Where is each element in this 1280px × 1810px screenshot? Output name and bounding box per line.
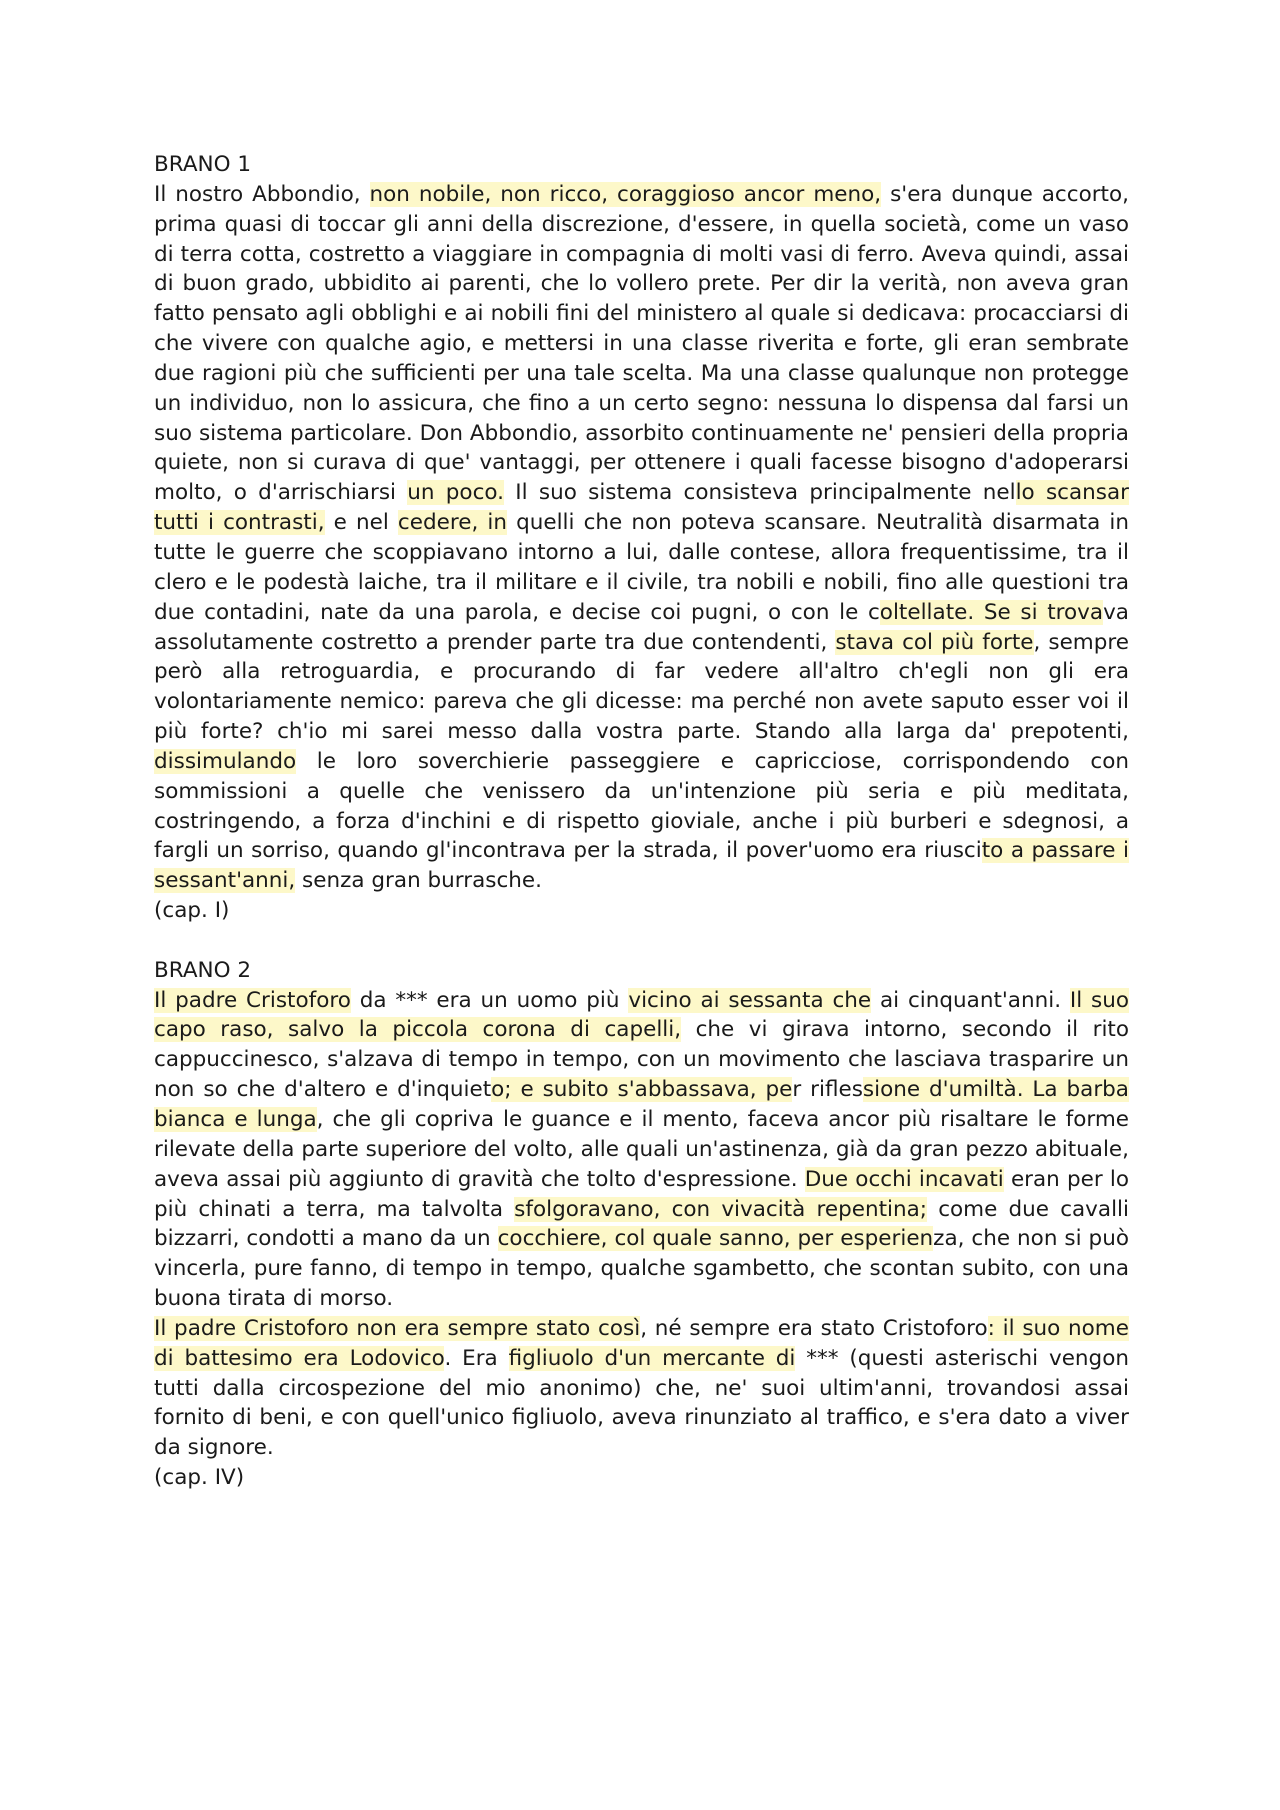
highlighted-text: cedere, in	[397, 510, 507, 536]
text-segment: come due cavalli bizzarri, condotti a mano da un	[154, 1196, 1130, 1252]
text-segment: va assolutamente costretto a prender parte tra due contendenti,	[154, 599, 1129, 655]
text-segment: senza gran burrasche.	[295, 868, 542, 894]
brano-2-title: BRANO 2	[154, 957, 252, 983]
text-segment: , né sempre era stato Cristoforo	[640, 1315, 988, 1341]
highlighted-text: un poco.	[407, 480, 505, 506]
highlighted-text: Il padre Cristoforo non era sempre stato così	[154, 1315, 641, 1341]
highlighted-text: Due occhi incavati	[804, 1166, 1004, 1192]
text-segment: che vi girava intorno, secondo il rito cappuccinesco, s'alzava di tempo in tempo, con un movimento che lasciava trasparire un non so che d'altero e d'inquiet	[154, 1017, 1130, 1103]
highlighted-text: o; e subito s'abbassava, pe	[491, 1077, 793, 1103]
highlighted-text: : il suo nome di battesimo era Lodovico	[154, 1315, 1129, 1371]
brano-2-chapter-ref: (cap. IV)	[154, 1465, 245, 1491]
highlighted-text: lo scansar tutti i contrasti,	[154, 480, 1129, 536]
highlighted-text: sfolgoravano, con vivacità repentina;	[514, 1196, 928, 1222]
text-segment: le loro soverchierie passeggiere e capricciose, corrispondendo con sommissioni a quelle che venissero da un'intenzione più seria e più meditata, costringendo, a forza d'inchini e di rispetto gioviale, anche i più burberi e sdegnosi, a fargli un sorriso, quando gl'incontrava per la strada, il pover'uomo era riusci	[154, 748, 1129, 864]
text-segment: s'era dunque accorto, prima quasi di toccar gli anni della discrezione, d'essere, in quella società, come un vaso di terra cotta, costretto a viaggiare in compagnia di molti vasi di ferro. Aveva quindi, assai di buon grado, ubbidito ai parenti, che lo vollero prete. Per dir la verità, non aveva gran fatto pensato agli obblighi e ai nobili fini del ministero al quale si dedicava: procacciarsi di che vivere con qualche agio, e mettersi in una classe riverita e forte, gli eran sembrate due ragioni più che sufficienti per una tale scelta. Ma una classe qualunque non protegge un individuo, non lo assicura, che fino a un certo segno: nessuna lo dispensa dal farsi un suo sistema particolare. Don Abbondio, assorbito continuamente ne' pensieri della propria quiete, non si curava di que' vantaggi, per ottenere i quali facesse bisogno d'adoperarsi molto, o d'arrischiarsi	[154, 181, 1129, 506]
brano-1-paragraph	[154, 180, 1129, 896]
highlighted-text: dissimulando	[154, 748, 297, 774]
text-segment: da *** era un uomo più	[350, 987, 629, 1013]
text-segment: *** (questi asterischi vengon tutti dalla circospezione del mio anonimo) che, ne' suoi ultim'anni, trovandosi assai fornito di beni, e con quell'unico figliuolo, aveva rinunziato al traffico, e s'era dato a viver da signore.	[154, 1345, 1129, 1461]
highlighted-text: vicino ai sessanta che	[628, 987, 872, 1013]
section-spacer	[154, 926, 1129, 956]
highlighted-text: to a passare i sessant'anni,	[154, 838, 1130, 894]
text-segment: za, che non si può vincerla, pure fanno, di tempo in tempo, qualche sgambetto, che scontan subito, con una buona tirata di morso.	[154, 1226, 1129, 1312]
text-segment: Il suo sistema consisteva principalmente nel	[504, 480, 1016, 506]
highlighted-text: cocchiere, col quale sanno, per esperien	[497, 1226, 934, 1252]
brano-2-paragraph-1	[154, 986, 1129, 1314]
text-segment: . Era	[444, 1345, 509, 1371]
highlighted-text: Il padre Cristoforo	[154, 987, 351, 1013]
highlighted-text: Il suo capo raso, salvo la piccola corona di capelli,	[154, 987, 1129, 1043]
text-segment: , che gli copriva le guance e il mento, faceva ancor più risaltare le forme rilevate della parte superiore del volto, alle quali un'astinenza, già da gran pezzo abituale, aveva assai più aggiunto di gravità che tolto d'espressione.	[154, 1107, 1129, 1192]
brano-1-title: BRANO 1	[154, 152, 252, 177]
text-segment: e nel	[324, 510, 398, 536]
text-segment: r rifles	[792, 1077, 863, 1103]
brano-1-chapter-ref: (cap. I)	[154, 898, 230, 924]
text-segment: eran per lo più chinati a terra, ma talvolta	[154, 1166, 1129, 1222]
text-segment: , sempre però alla retroguardia, e procurando di far vedere all'altro ch'egli non gli era volontariamente nemico: pareva che gli dicesse: ma perché non avete saputo esser voi il più forte? ch'io mi sarei messo dalla vostra parte. Stando alla larga da' prepotenti,	[154, 629, 1129, 745]
highlighted-text: oltellate. Se si trova	[879, 599, 1104, 625]
document-page	[154, 150, 1129, 1493]
brano-2-paragraph-2	[154, 1314, 1129, 1463]
text-segment: Il nostro Abbondio,	[154, 181, 370, 207]
highlighted-text: stava col più forte	[835, 629, 1034, 655]
highlighted-text: non nobile, non ricco, coraggioso ancor meno,	[369, 181, 882, 207]
text-segment: quelli che non poteva scansare. Neutralità disarmata in tutte le guerre che scoppiavano intorno a lui, dalle contese, allora frequentissime, tra il clero e le podestà laiche, tra il militare e il civile, tra nobili e nobili, fino alle questioni tra due contadini, nate da una parola, e decise coi pugni, o con le c	[154, 510, 1129, 625]
highlighted-text: figliuolo d'un mercante di	[508, 1345, 796, 1371]
text-segment: ai cinquant'anni.	[871, 987, 1070, 1013]
highlighted-text: sione d'umiltà. La barba bianca e lunga	[154, 1077, 1129, 1132]
